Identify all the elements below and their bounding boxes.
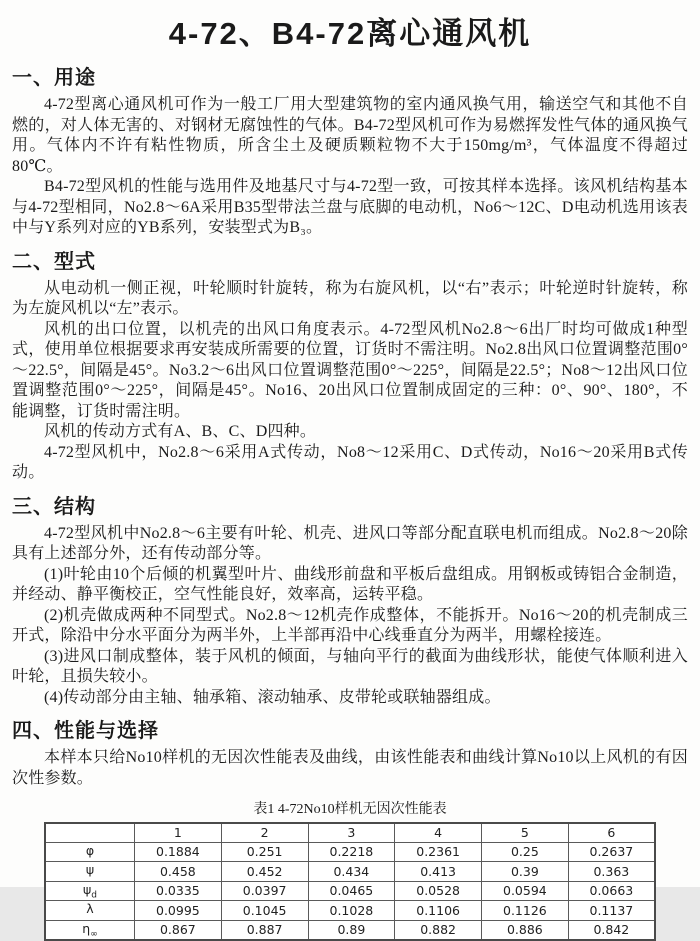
- table-corner-cell: [45, 823, 135, 842]
- table-cell: 0.89: [308, 920, 395, 940]
- table-col-header: 3: [308, 823, 395, 842]
- table-cell: 0.1126: [482, 901, 569, 921]
- page-title: 4-72、B4-72离心通风机: [168, 16, 532, 51]
- paragraph: 风机的出口位置，以机壳的出风口角度表示。4-72型风机No2.8～6出厂时均可做成1种型式，使用单位根据要求再安装成所需要的位置，订货时不需注明。No2.8出风口位置调整范围0°～22.5°，间隔是45°。No3.2～6出风口位置调整范围0°～225°，间隔是22.5°；No8～12出风口位置调整范围0°～225°，间隔是45°。No16、20出风口位置制成固定的三种：0°、90°、180°，不能调整，订货时需注明。: [12, 320, 688, 420]
- table-cell: 0.0335: [135, 881, 222, 901]
- table-col-header: 6: [568, 823, 655, 842]
- row-label-eta: [45, 920, 135, 940]
- table-cell: 0.0663: [568, 881, 655, 901]
- table-cell: 0.0465: [308, 881, 395, 901]
- row-label-subscript: ∞: [90, 929, 98, 939]
- row-label-phi: [45, 842, 135, 862]
- table-header-row: [45, 823, 655, 842]
- table-cell: 0.2637: [568, 842, 655, 862]
- table-cell: 0.251: [221, 842, 308, 862]
- table-cell: 0.0397: [221, 881, 308, 901]
- table-col-header: 4: [395, 823, 482, 842]
- paragraph: 4-72型风机中，No2.8～6采用A式传动，No8～12采用C、D式传动，No16～20采用B式传动。: [12, 443, 688, 481]
- table-cell: 0.867: [135, 920, 222, 940]
- table-row: [45, 862, 655, 882]
- table-col-header: 1: [135, 823, 222, 842]
- table-cell: 0.1045: [221, 901, 308, 921]
- table-cell: 0.0594: [482, 881, 569, 901]
- table-cell: 0.1884: [135, 842, 222, 862]
- paragraph: (2)机壳做成两种不同型式。No2.8～12机壳作成整体，不能拆开。No16～20的机壳制成三开式，除沿中分水平面分为两半外，上半部再沿中心线垂直分为两半，用螺栓接连。: [12, 606, 688, 644]
- table-cell: 0.1137: [568, 901, 655, 921]
- row-label-symbol: ψ: [83, 881, 92, 897]
- row-label-symbol: η: [82, 920, 91, 936]
- table-cell: 0.2218: [308, 842, 395, 862]
- table-cell: 0.1028: [308, 901, 395, 921]
- table-cell: 0.25: [482, 842, 569, 862]
- table-cell: 0.1106: [395, 901, 482, 921]
- paragraph: B4-72型风机的性能与选用件及地基尺寸与4-72型一致，可按其样本选择。该风机结构基本与4-72型相同，No2.8～6A采用B35型带法兰盘与底脚的电动机，No6～12C、D电动机选用该表中与Y系列对应的YB系列，安装型式为B₃。: [12, 178, 688, 236]
- table-row: [45, 881, 655, 901]
- table-cell: 0.434: [308, 862, 395, 882]
- table-cell: 0.0995: [135, 901, 222, 921]
- table-col-header: 5: [482, 823, 569, 842]
- section-heading-structure: 三、结构: [12, 495, 96, 518]
- table-col-header: 2: [221, 823, 308, 842]
- paragraph: 从电动机一侧正视，叶轮顺时针旋转，称为右旋风机，以“右”表示；叶轮逆时针旋转，称为左旋风机以“左”表示。: [12, 279, 688, 317]
- section-heading-type: 二、型式: [12, 250, 96, 273]
- row-label-symbol: φ: [85, 842, 95, 858]
- table-cell: 0.413: [395, 862, 482, 882]
- row-label-psi: [45, 862, 135, 882]
- paragraph: (4)传动部分由主轴、轴承箱、滚动轴承、皮带轮或联轴器组成。: [44, 688, 501, 706]
- table-cell: 0.887: [221, 920, 308, 940]
- paragraph: (1)叶轮由10个后倾的机翼型叶片、曲线形前盘和平板后盘组成。用钢板或铸铝合金制造，并经动、静平衡校正，空气性能良好，效率高，运转平稳。: [12, 565, 688, 603]
- table-row: [45, 901, 655, 921]
- table-cell: 0.886: [482, 920, 569, 940]
- paragraph: (3)进风口制成整体，装于风机的倾面，与轴向平行的截面为曲线形状，能使气体顺利进入叶轮，且损失较小。: [12, 647, 688, 685]
- row-label-psi-d: [45, 881, 135, 901]
- paragraph: 风机的传动方式有A、B、C、D四种。: [44, 423, 317, 440]
- table-caption: 表1 4-72No10样机无因次性能表: [253, 802, 447, 817]
- table-cell: 0.452: [221, 862, 308, 882]
- table-cell: 0.0528: [395, 881, 482, 901]
- paragraph: 本样本只给No10样机的无因次性能表及曲线，由该性能表和曲线计算No10以上风机的有因次性参数。: [12, 749, 688, 787]
- paragraph: 4-72型离心通风机可作为一般工厂用大型建筑物的室内通风换气用，输送空气和其他不自燃的，对人体无害的、对钢材无腐蚀性的气体。B4-72型风机可作为易燃挥发性气体的通风换气用。气体内不许有粘性物质，所含尘土及硬质颗粒物不大于150mg/m³，气体温度不得超过80℃。: [12, 96, 688, 175]
- table-cell: 0.458: [135, 862, 222, 882]
- table-row: [45, 920, 655, 940]
- table-row: [45, 842, 655, 862]
- table-cell: 0.882: [395, 920, 482, 940]
- section-heading-usage: 一、用途: [12, 67, 96, 89]
- table-cell: 0.363: [568, 862, 655, 882]
- table-cell: 0.842: [568, 920, 655, 940]
- row-label-subscript: d: [91, 890, 97, 900]
- table-cell: 0.2361: [395, 842, 482, 862]
- row-label-symbol: λ: [86, 901, 94, 916]
- row-label-symbol: ψ: [85, 862, 95, 877]
- section-heading-performance: 四、性能与选择: [12, 720, 159, 742]
- table-cell: 0.39: [482, 862, 569, 882]
- performance-table: [44, 822, 656, 941]
- row-label-lambda: [45, 901, 135, 921]
- paragraph: 4-72型风机中No2.8～6主要有叶轮、机壳、进风口等部分配直联电机而组成。No2.8～20除具有上述部分外，还有传动部分等。: [12, 524, 688, 562]
